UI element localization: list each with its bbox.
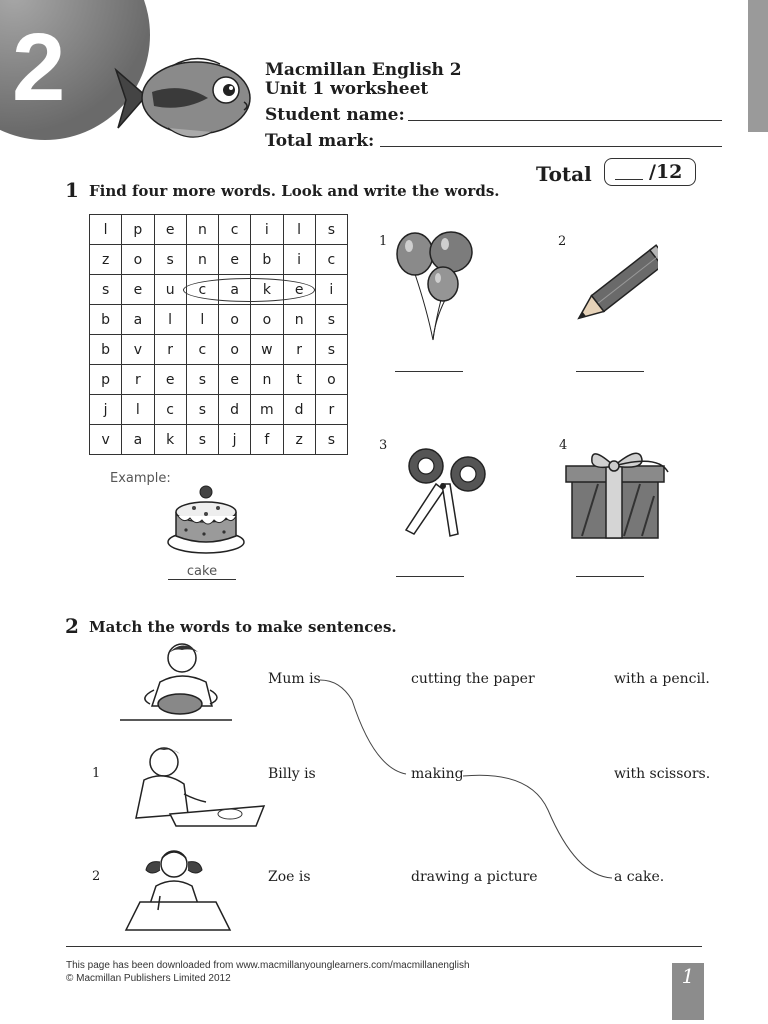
grid-cell[interactable]: b <box>90 335 122 365</box>
grid-cell[interactable]: o <box>122 245 154 275</box>
grid-cell[interactable]: j <box>90 395 122 425</box>
picture-number: 4 <box>559 438 568 453</box>
exercise1-number: 1 <box>65 178 79 202</box>
grid-cell[interactable]: o <box>251 305 283 335</box>
grid-cell[interactable]: v <box>122 335 154 365</box>
example-label: Example: <box>110 471 171 486</box>
grid-cell[interactable]: c <box>186 275 218 305</box>
example-answer: cake <box>168 564 236 580</box>
score-max: /12 <box>649 161 683 183</box>
grid-cell[interactable]: o <box>315 365 347 395</box>
exercise2-number: 2 <box>65 614 79 638</box>
grid-cell[interactable]: d <box>219 395 251 425</box>
grid-cell[interactable]: a <box>122 305 154 335</box>
grid-cell[interactable]: p <box>122 215 154 245</box>
object-scissors: with scissors. <box>614 766 711 782</box>
grid-cell[interactable]: i <box>315 275 347 305</box>
grid-cell[interactable]: l <box>90 215 122 245</box>
grid-cell[interactable]: s <box>315 305 347 335</box>
subject-billy: Billy is <box>268 766 316 782</box>
exercise2-instruction: Match the words to make sentences. <box>89 618 397 636</box>
book-title: Macmillan English 2 <box>265 60 462 80</box>
total-label: Total <box>536 162 592 186</box>
total-mark-label: Total mark: <box>265 131 375 151</box>
grid-cell[interactable]: s <box>186 395 218 425</box>
unit-number: 2 <box>12 14 66 121</box>
object-pencil: with a pencil. <box>614 671 710 687</box>
row-number: 1 <box>92 766 101 781</box>
row-number: 2 <box>92 869 101 884</box>
grid-cell[interactable]: m <box>251 395 283 425</box>
grid-cell[interactable]: s <box>90 275 122 305</box>
verb-cutting: cutting the paper <box>411 671 535 687</box>
grid-cell[interactable]: o <box>219 335 251 365</box>
grid-cell[interactable]: n <box>186 215 218 245</box>
grid-cell[interactable]: a <box>122 425 154 455</box>
picture-number: 3 <box>379 438 388 453</box>
grid-cell[interactable]: j <box>219 425 251 455</box>
grid-cell[interactable]: b <box>90 305 122 335</box>
grid-cell[interactable]: v <box>90 425 122 455</box>
verb-making: making <box>411 766 464 782</box>
picture-number: 2 <box>558 234 567 249</box>
grid-cell[interactable]: z <box>283 425 315 455</box>
grid-cell[interactable]: z <box>90 245 122 275</box>
grid-cell[interactable]: e <box>154 365 186 395</box>
object-cake: a cake. <box>614 869 665 885</box>
grid-cell[interactable]: r <box>122 365 154 395</box>
grid-cell[interactable]: e <box>219 365 251 395</box>
grid-cell[interactable]: c <box>154 395 186 425</box>
grid-cell[interactable]: l <box>283 215 315 245</box>
grid-cell[interactable]: c <box>219 215 251 245</box>
grid-cell[interactable]: k <box>154 425 186 455</box>
grid-cell[interactable]: e <box>219 245 251 275</box>
grid-cell[interactable]: n <box>283 305 315 335</box>
grid-cell[interactable]: r <box>315 395 347 425</box>
grid-cell[interactable]: s <box>315 425 347 455</box>
grid-cell[interactable]: d <box>283 395 315 425</box>
grid-cell[interactable]: s <box>154 245 186 275</box>
grid-cell[interactable]: u <box>154 275 186 305</box>
footer-copyright: © Macmillan Publishers Limited 2012 <box>66 973 231 984</box>
grid-cell[interactable]: s <box>315 335 347 365</box>
footer-source: This page has been downloaded from www.macmillanyounglearners.com/macmillanenglish <box>66 960 470 971</box>
student-name-label: Student name: <box>265 105 405 125</box>
grid-cell[interactable]: l <box>154 305 186 335</box>
grid-cell[interactable]: e <box>154 215 186 245</box>
grid-cell[interactable]: t <box>283 365 315 395</box>
grid-cell[interactable]: c <box>315 245 347 275</box>
subject-mum: Mum is <box>268 671 321 687</box>
grid-cell[interactable]: s <box>186 365 218 395</box>
subject-zoe: Zoe is <box>268 869 311 885</box>
picture-number: 1 <box>379 234 388 249</box>
grid-cell[interactable]: a <box>219 275 251 305</box>
grid-cell[interactable]: i <box>251 215 283 245</box>
grid-cell[interactable]: k <box>251 275 283 305</box>
grid-cell[interactable]: f <box>251 425 283 455</box>
grid-cell[interactable]: r <box>283 335 315 365</box>
grid-cell[interactable]: n <box>186 245 218 275</box>
grid-cell[interactable]: l <box>122 395 154 425</box>
grid-cell[interactable]: i <box>283 245 315 275</box>
grid-cell[interactable]: s <box>186 425 218 455</box>
grid-cell[interactable]: s <box>315 215 347 245</box>
grid-cell[interactable]: e <box>283 275 315 305</box>
grid-cell[interactable]: p <box>90 365 122 395</box>
grid-cell[interactable]: r <box>154 335 186 365</box>
exercise1-instruction: Find four more words. Look and write the words. <box>89 182 500 200</box>
grid-cell[interactable]: c <box>186 335 218 365</box>
footer-divider <box>66 946 702 947</box>
page-number: 1 <box>672 963 704 1020</box>
grid-cell[interactable]: l <box>186 305 218 335</box>
grid-cell[interactable]: b <box>251 245 283 275</box>
grid-cell[interactable]: o <box>219 305 251 335</box>
verb-drawing: drawing a picture <box>411 869 538 885</box>
grid-cell[interactable]: e <box>122 275 154 305</box>
grid-cell[interactable]: n <box>251 365 283 395</box>
grid-cell[interactable]: w <box>251 335 283 365</box>
worksheet-title: Unit 1 worksheet <box>265 79 429 99</box>
